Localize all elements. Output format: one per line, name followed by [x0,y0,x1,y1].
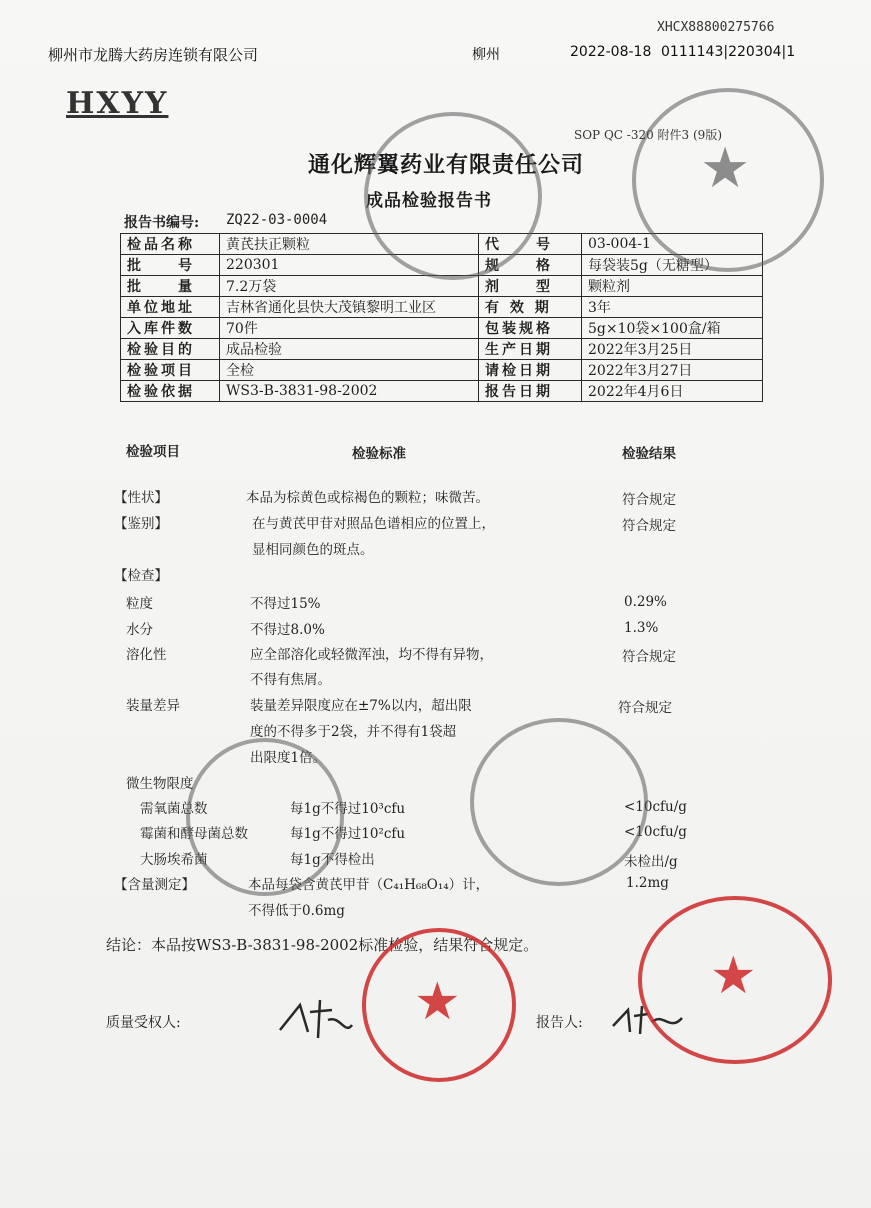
test-result-moisture: 1.3% [624,620,659,636]
col-header-result: 检验结果 [622,446,676,462]
manufacturer-name: 通化辉翼药业有限责任公司 [308,152,585,178]
info-value: 成品检验 [220,339,479,360]
document-id: XHCX88800275766 [657,20,775,35]
test-standard-solubility-2: 不得有焦屑。 [250,672,331,688]
test-result-aerobic-count: <10cfu/g [624,799,687,815]
info-label: 批 量 [121,276,220,297]
test-item-fill-variation: 装量差异 [126,698,180,714]
info-value: 70件 [220,318,479,339]
test-result-appearance: 符合规定 [622,492,676,508]
info-value: 5g×10袋×100盒/箱 [582,318,763,339]
reporter-label: 报告人: [536,1015,583,1031]
qa-dept-stamp-grey [364,112,542,280]
sop-reference: SOP QC -320 附件3 (9版) [574,128,723,142]
qa-dept-stamp-top-right [632,88,824,272]
test-standard-appearance: 本品为棕黄色或棕褐色的颗粒；味微苦。 [246,490,489,506]
info-row [121,297,763,318]
qa-signature [270,990,360,1045]
info-value: 03-004-1 [582,234,763,255]
test-standard-fill-variation-2: 度的不得多于2袋，并不得有1袋超 [250,724,457,740]
test-item-solubility: 溶化性 [126,647,167,663]
test-result-solubility: 符合规定 [622,649,676,665]
star-icon: ★ [700,136,751,201]
info-value: 全检 [220,360,479,381]
info-row [121,318,763,339]
info-row [121,360,763,381]
test-standard-identification-1: 在与黄芪甲苷对照品色谱相应的位置上， [252,516,495,532]
info-label: 有 效 期 [479,297,582,318]
test-section-microbial: 微生物限度 [126,776,194,792]
company-logo: HXYY [66,86,169,121]
info-label: 入库件数 [121,318,220,339]
conclusion: 结论：本品按WS3-B-3831-98-2002标准检验，结果符合规定。 [106,936,539,954]
test-result-mold-yeast: <10cfu/g [624,824,687,840]
test-standard-granularity: 不得过15% [250,596,321,612]
info-row [121,339,763,360]
header-code: 0111143|220304|1 [661,44,796,60]
info-value: 2022年3月27日 [582,360,763,381]
test-item-appearance: 【性状】 [114,490,168,506]
test-standard-e-coli: 每1g不得检出 [290,852,375,868]
star-icon: ★ [414,972,461,1032]
info-value: WS3-B-3831-98-2002 [220,381,479,402]
info-label: 剂 型 [479,276,582,297]
star-icon: ★ [710,946,757,1006]
test-item-mold-yeast: 霉菌和酵母菌总数 [140,826,248,842]
info-value: 7.2万袋 [220,276,479,297]
test-item-moisture: 水分 [126,622,153,638]
col-header-standard: 检验标准 [352,446,406,462]
info-row [121,381,763,402]
test-result-identification: 符合规定 [622,518,676,534]
test-item-assay: 【含量测定】 [114,877,195,893]
test-standard-fill-variation-3: 出限度1倍。 [250,750,327,766]
info-label: 批 号 [121,255,220,276]
test-item-aerobic-count: 需氧菌总数 [140,801,208,817]
info-label: 单位地址 [121,297,220,318]
info-value: 黄芪扶正颗粒 [220,234,479,255]
info-label: 报告日期 [479,381,582,402]
test-standard-mold-yeast: 每1g不得过10²cfu [290,826,406,842]
info-label: 包装规格 [479,318,582,339]
info-label: 检验目的 [121,339,220,360]
pharmacy-name: 柳州市龙腾大药房连锁有限公司 [48,46,259,64]
report-number-label: 报告书编号: [124,215,200,231]
info-label: 检品名称 [121,234,220,255]
info-label: 检验依据 [121,381,220,402]
info-value: 3年 [582,297,763,318]
info-value: 颗粒剂 [582,276,763,297]
test-standard-identification-2: 显相同颜色的斑点。 [252,542,374,558]
test-standard-fill-variation-1: 装量差异限度应在±7%以内，超出限 [250,698,472,714]
test-standard-aerobic-count: 每1g不得过10³cfu [290,801,406,817]
header-date: 2022-08-18 [570,44,652,60]
info-value: 220301 [220,255,479,276]
info-label: 规 格 [479,255,582,276]
quality-management-stamp-1 [362,928,516,1082]
header-city: 柳州 [472,47,500,63]
test-result-granularity: 0.29% [624,594,667,610]
test-result-assay: 1.2mg [626,875,669,891]
test-standard-moisture: 不得过8.0% [250,622,325,638]
test-item-identification: 【鉴别】 [114,516,168,532]
info-value: 每袋装5g（无糖型） [582,255,763,276]
info-label: 请检日期 [479,360,582,381]
qa-person-label: 质量受权人: [106,1015,181,1031]
info-label: 代 号 [479,234,582,255]
test-standard-solubility-1: 应全部溶化或轻微浑浊，均不得有异物， [250,647,493,663]
info-label: 生产日期 [479,339,582,360]
quality-management-stamp-2 [638,896,832,1064]
report-title: 成品检验报告书 [366,191,492,211]
info-value: 吉林省通化县快大茂镇黎明工业区 [220,297,479,318]
info-value: 2022年3月25日 [582,339,763,360]
test-item-e-coli: 大肠埃希菌 [140,852,208,868]
faded-stamp-center [470,718,648,886]
test-result-e-coli: 未检出/g [624,854,678,870]
info-label: 检验项目 [121,360,220,381]
info-value: 2022年4月6日 [582,381,763,402]
test-result-fill-variation: 符合规定 [618,700,672,716]
report-number: ZQ22-03-0004 [226,212,328,228]
test-standard-assay-1: 本品每袋含黄芪甲苷（C₄₁H₆₈O₁₄）计， [248,877,490,893]
col-header-item: 检验项目 [126,444,180,460]
faded-stamp-left [186,738,344,896]
test-item-granularity: 粒度 [126,596,153,612]
test-section-inspection: 【检查】 [114,568,168,584]
test-standard-assay-2: 不得低于0.6mg [248,903,345,919]
